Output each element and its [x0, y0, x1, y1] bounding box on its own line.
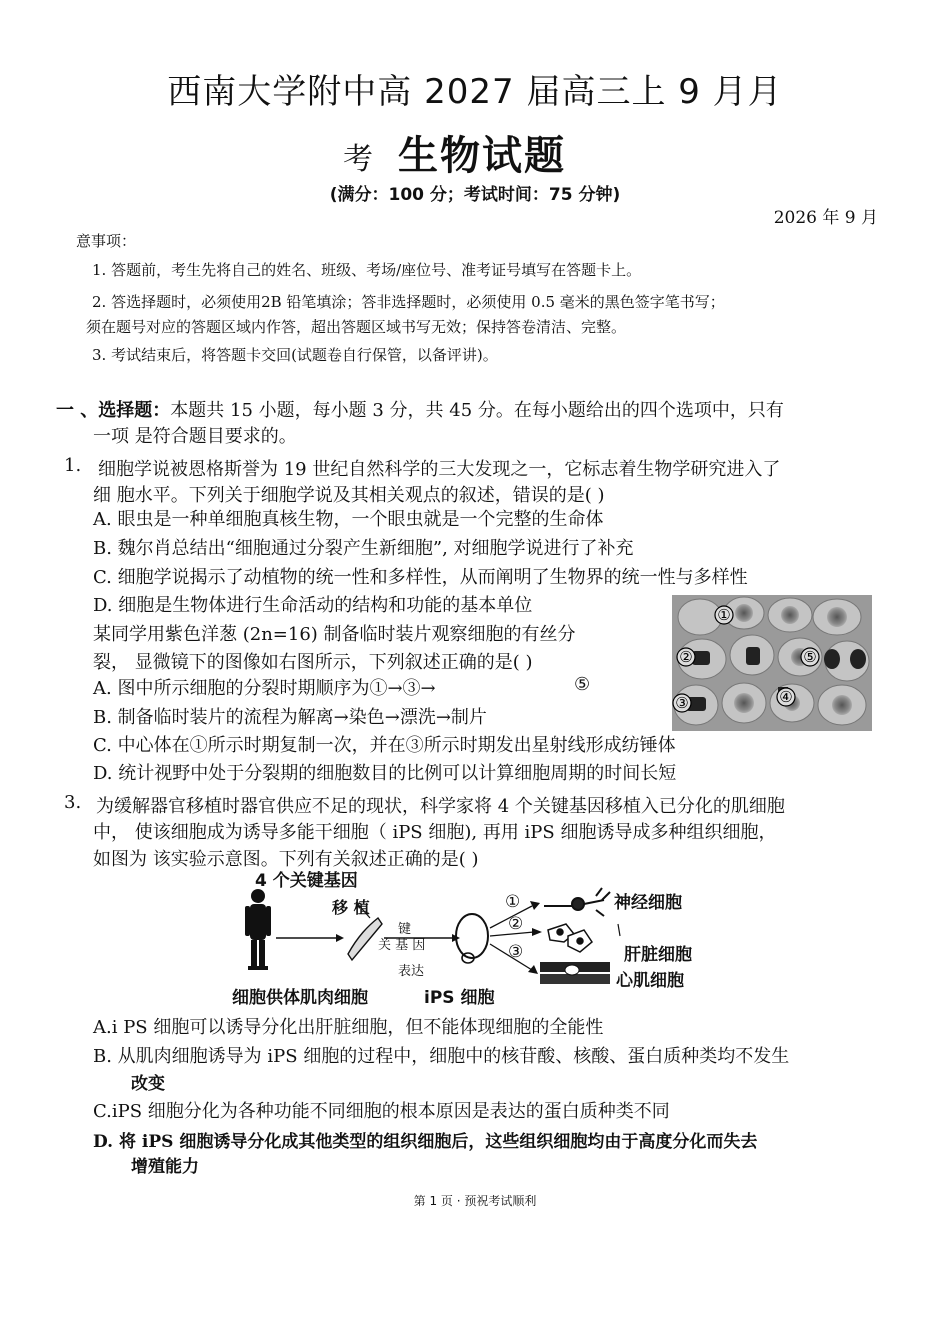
q2-option-c: C. 中心体在①所示时期复制一次，并在③所示时期发出星射线形成纺锤体: [93, 735, 676, 756]
section-heading: [56, 396, 784, 422]
diagram-num-3: ③: [508, 942, 524, 962]
person-figure: [245, 889, 271, 970]
heart-muscle-cells: [540, 962, 610, 984]
diagram-liver-label: 肝脏细胞: [624, 945, 692, 965]
liver-cells: [548, 924, 592, 952]
q3-stem-line2: 中， 使该细胞成为诱导多能干细胞（ iPS 细胞), 再用 iPS 细胞诱导成多种组织细胞，: [93, 822, 777, 843]
q3-number: 3.: [64, 792, 82, 813]
diagram-heart-label: 心肌细胞: [616, 971, 684, 991]
q3-option-d-line2: 增殖能力: [131, 1157, 199, 1177]
exam-date: 2026 年 9 月: [773, 208, 878, 228]
q1-stem-line1: 细胞学说被恩格斯誉为 19 世纪自然科学的三大发现之一，它标志着生物学研究进入了: [98, 459, 781, 480]
microscope-image: [672, 595, 872, 731]
q3-stem-line1: 为缓解器官移植时器官供应不足的现状，科学家将 4 个关键基因移植入已分化的肌细胞: [96, 796, 785, 817]
q3-option-b-line1: B. 从肌肉细胞诱导为 iPS 细胞的过程中，细胞中的核苷酸、核酸、蛋白质种类均不发生: [93, 1046, 790, 1067]
diagram-num-1: ①: [505, 892, 521, 912]
diagram-neuron-label: 神经细胞: [614, 893, 682, 913]
q3-option-a: A.i PS 细胞可以诱导分化出肝脏细胞，但不能体现细胞的全能性: [93, 1017, 604, 1038]
micro-label-1: ①: [717, 606, 731, 624]
section-text-line2: 一项 是符合题目要求的。: [93, 426, 297, 447]
note-item-3: 3. 考试结束后，将答题卡交回(试题卷自行保管，以备评讲)。: [92, 346, 498, 364]
q2-option-a: A. 图中所示细胞的分裂时期顺序为①→③→: [93, 678, 436, 699]
diagram-num-2: ②: [508, 914, 524, 934]
section-text-line1: 本题共 15 小题，每小题 3 分，共 45 分。在每小题给出的四个选项中，只有: [170, 400, 784, 421]
diagram-ips-label: iPS 细胞: [424, 988, 495, 1008]
diagram-expr-3: 表达: [398, 964, 425, 979]
q1-option-d: D. 细胞是生物体进行生命活动的结构和功能的基本单位: [93, 595, 533, 616]
note-item-1: 1. 答题前，考生先将自己的姓名、班级、考场/座位号、准考证号填写在答题卡上。: [92, 261, 642, 279]
micro-label-4: ④: [779, 688, 793, 706]
q2-stem-line1: 某同学用紫色洋葱 (2n=16) 制备临时装片观察细胞的有丝分: [93, 624, 576, 645]
notes-heading: 意事项：: [76, 232, 137, 250]
neuron-cell: [544, 888, 610, 916]
micro-label-2: ②: [679, 648, 693, 666]
exam-title-line1: 西南大学附中高 2027 届高三上 9 月月: [167, 72, 783, 112]
section-number: 一 、: [56, 400, 99, 421]
exam-subject-title: 生物试题: [398, 133, 566, 179]
q2-option-a-tail: ⑤: [574, 674, 591, 695]
q2-option-d: D. 统计视野中处于分裂期的细胞数目的比例可以计算细胞周期的时间长短: [93, 763, 677, 784]
q1-option-c: C. 细胞学说揭示了动植物的统一性和多样性，从而阐明了生物界的统一性与多样性: [93, 567, 748, 588]
q1-stem-line2: 细 胞水平。下列关于细胞学说及其相关观点的叙述，错误的是( ): [93, 485, 605, 506]
q1-number: 1.: [64, 455, 82, 476]
micro-label-5: ⑤: [803, 648, 817, 666]
page-footer: 第 1 页 · 预祝考试顺利: [413, 1194, 537, 1208]
muscle-cell: [348, 918, 382, 960]
q3-option-b-line2: 改变: [131, 1074, 165, 1094]
exam-subtitle: (满分：100 分；考试时间：75 分钟): [329, 185, 621, 205]
ips-cell: [456, 914, 488, 958]
diagram-transplant-label: 移 植: [332, 898, 370, 917]
q2-option-b: B. 制备临时装片的流程为解离→染色→漂洗→制片: [93, 707, 487, 728]
section-label: 选择题：: [98, 400, 171, 421]
diagram-genes-label: 4 个关键基因: [255, 871, 358, 891]
q3-option-d-line1: D. 将 iPS 细胞诱导分化成其他类型的组织细胞后，这些组织细胞均由于高度分化而失去: [93, 1132, 758, 1152]
exam-title-line2-prefix: 考: [343, 142, 373, 177]
diagram-expr-2: 关 基 因: [378, 938, 426, 953]
q3-stem-line3: 如图为 该实验示意图。下列有关叙述正确的是( ): [93, 849, 479, 870]
note-item-2b: 须在题号对应的答题区域内作答，超出答题区域书写无效；保持答卷清洁、完整。: [86, 318, 627, 336]
q1-option-a: A. 眼虫是一种单细胞真核生物，一个眼虫就是一个完整的生命体: [93, 509, 604, 530]
diagram-donor-label: 细胞供体肌肉细胞: [232, 988, 368, 1008]
note-item-2a: 2. 答选择题时，必须使用2B 铅笔填涂；答非选择题时，必须使用 0.5 毫米的黑色签字笔书写；: [92, 293, 725, 311]
q2-stem-line2: 裂， 显微镜下的图像如右图所示，下列叙述正确的是( ): [93, 652, 533, 673]
micro-label-3: ③: [675, 694, 689, 712]
q1-option-b: B. 魏尔肖总结出“细胞通过分裂产生新细胞”, 对细胞学说进行了补充: [93, 538, 634, 559]
diagram-expr-1: 键: [398, 922, 412, 937]
q3-option-c: C.iPS 细胞分化为各种功能不同细胞的根本原因是表达的蛋白质种类不同: [93, 1101, 670, 1122]
